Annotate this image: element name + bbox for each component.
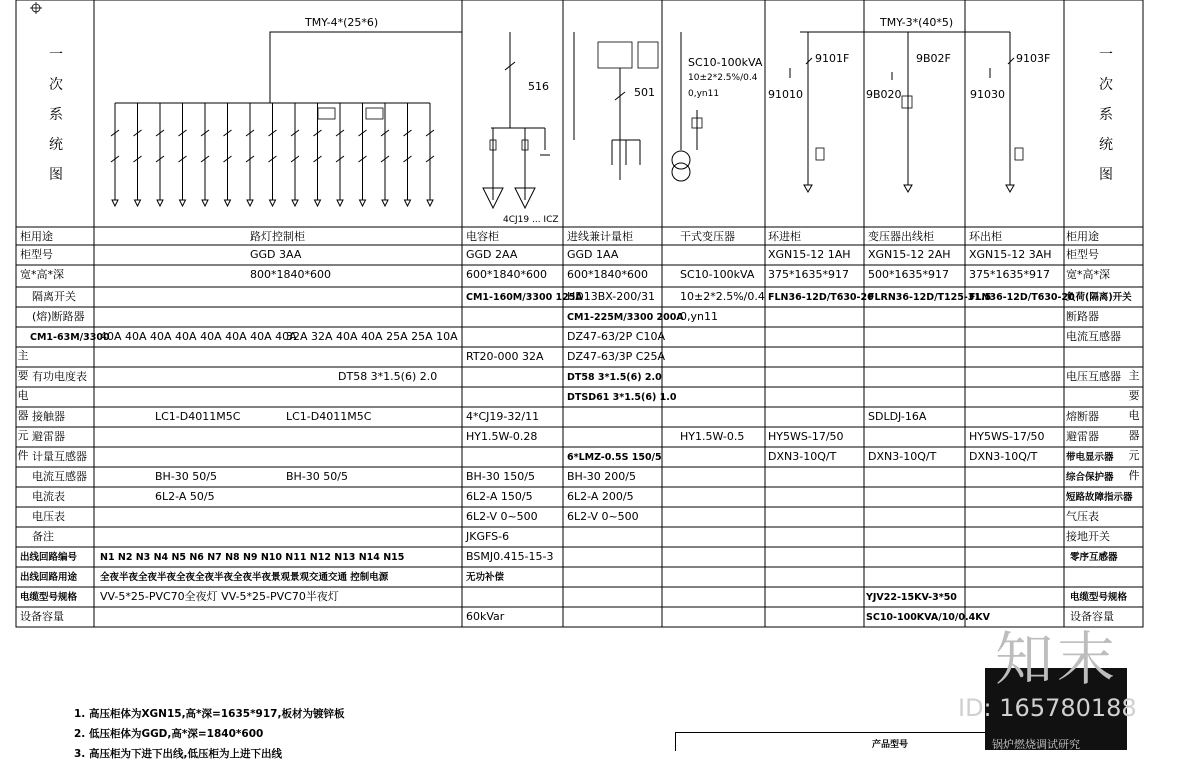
row-label-right: 电压互感器 bbox=[1066, 370, 1121, 383]
row-label: (熔)断路器 bbox=[32, 310, 85, 323]
table-grid bbox=[16, 227, 1143, 627]
element-cell: 10±2*2.5%/0.4 bbox=[680, 290, 765, 303]
element-cell: HD13BX-200/31 bbox=[567, 290, 655, 303]
element-cell: DT58 3*1.5(6) 2.0 bbox=[338, 370, 438, 383]
element-cell: BH-30 50/5 bbox=[155, 470, 217, 483]
feeder-branch bbox=[336, 103, 344, 206]
row-label-right: 设备容量 bbox=[1070, 610, 1114, 623]
title-char: 元 bbox=[1128, 449, 1140, 462]
title-char: 次 bbox=[1099, 77, 1113, 93]
header-cell: 800*1840*600 bbox=[250, 268, 331, 281]
feeder-branch bbox=[246, 103, 254, 206]
header-cell: XGN15-12 2AH bbox=[868, 248, 951, 261]
header-cell: 环进柜 bbox=[768, 230, 801, 243]
row-label-right: 电流互感器 bbox=[1066, 330, 1121, 343]
feeder-branch bbox=[156, 103, 164, 206]
feeder-branch bbox=[179, 103, 187, 206]
footer-cell: BSMJ0.415-15-3 bbox=[466, 550, 554, 563]
element-cell: DZ47-63/3P C25A bbox=[567, 350, 666, 363]
title-char: 元 bbox=[17, 429, 29, 442]
row-label-right: 综合保护器 bbox=[1066, 472, 1114, 483]
title-char: 一 bbox=[1099, 47, 1113, 63]
note-item: 1. 高压柜体为XGN15,高*深=1635*917,板材为镀锌板 bbox=[74, 708, 345, 720]
row-label-right: 熔断器 bbox=[1066, 410, 1099, 423]
element-cell: BH-30 50/5 bbox=[286, 470, 348, 483]
element-cell: DTSD61 3*1.5(6) 1.0 bbox=[567, 392, 677, 403]
header-cell: 600*1840*600 bbox=[466, 268, 547, 281]
side-title-left bbox=[48, 40, 64, 190]
element-cell: 32A 32A 40A 40A 25A 25A 10A bbox=[286, 330, 458, 343]
header-cell: 干式变压器 bbox=[680, 230, 735, 243]
title-char: 图 bbox=[49, 167, 63, 183]
header-cell: SC10-100kVA bbox=[680, 268, 755, 281]
switch-label: 91030 bbox=[970, 88, 1005, 101]
title-char: 件 bbox=[1128, 469, 1140, 482]
title-char: 统 bbox=[49, 137, 63, 153]
feeder-branch bbox=[314, 103, 322, 206]
row-label-right: 接地开关 bbox=[1066, 530, 1110, 543]
element-cell: JKGFS-6 bbox=[466, 530, 510, 543]
row-label: 电压表 bbox=[32, 510, 65, 523]
row-label: 避雷器 bbox=[32, 430, 65, 443]
transformer-icon bbox=[672, 163, 690, 181]
element-cell: CM1-160M/3300 125A bbox=[466, 292, 583, 303]
row-label-right: 负荷(隔离)开关 bbox=[1066, 292, 1132, 303]
header-cell: 电容柜 bbox=[466, 230, 499, 243]
title-char: 统 bbox=[1099, 137, 1113, 153]
feeder-branch bbox=[291, 103, 299, 206]
main-elements-label bbox=[17, 346, 29, 466]
element-cell: LC1-D4011M5C bbox=[155, 410, 241, 423]
row-label: 宽*高*深 bbox=[20, 268, 64, 281]
capacitor-label: 4CJ19 ... ICZ bbox=[503, 215, 559, 225]
element-cell: RT20-000 32A bbox=[466, 350, 544, 363]
watermark-id: ID: 165780188 bbox=[958, 694, 1137, 722]
row-label: 设备容量 bbox=[20, 610, 64, 623]
header-cell: 环出柜 bbox=[969, 230, 1002, 243]
row-label: 电缆型号规格 bbox=[20, 592, 78, 603]
switch-label: 9B02F bbox=[916, 52, 951, 65]
element-cell: 6*LMZ-0.5S 150/5 bbox=[567, 452, 662, 463]
row-label: 备注 bbox=[32, 530, 54, 543]
row-label-right: 零序互感器 bbox=[1070, 552, 1118, 563]
feeder-branch bbox=[201, 103, 209, 206]
header-cell: 进线兼计量柜 bbox=[567, 230, 633, 243]
row-label: 柜型号 bbox=[20, 248, 53, 261]
row-label: CM1-63M/3300 bbox=[30, 332, 110, 343]
footer-cell: N1 N2 N3 N4 N5 N6 N7 N8 N9 N10 N11 N12 N13 N14 N15 bbox=[100, 552, 405, 563]
element-cell: FLRN36-12D/T125-31.5 bbox=[868, 292, 992, 303]
element-cell: 0,yn11 bbox=[680, 310, 718, 323]
row-label: 计量互感器 bbox=[32, 450, 87, 463]
element-cell: CM1-225M/3300 200A bbox=[567, 312, 684, 323]
row-label-right: 宽*高*深 bbox=[1066, 268, 1110, 281]
transformer-label: 10±2*2.5%/0.4 bbox=[688, 73, 758, 83]
header-cell: GGD 1AA bbox=[567, 248, 619, 261]
transformer-label: SC10-100kVA bbox=[688, 56, 763, 69]
row-label: 接触器 bbox=[32, 410, 65, 423]
row-label-right: 电缆型号规格 bbox=[1070, 592, 1128, 603]
row-label-right: 气压表 bbox=[1066, 510, 1099, 523]
footer-cell: SC10-100KVA/10/0.4KV bbox=[866, 612, 990, 623]
element-cell: HY5WS-17/50 bbox=[969, 430, 1045, 443]
header-cell: 375*1635*917 bbox=[969, 268, 1050, 281]
capacitor-diagram bbox=[483, 32, 550, 208]
header-cell: 变压器出线柜 bbox=[868, 230, 934, 243]
row-label: 电流互感器 bbox=[32, 470, 87, 483]
element-cell: BH-30 150/5 bbox=[466, 470, 535, 483]
element-cell: BH-30 200/5 bbox=[567, 470, 636, 483]
row-label: 柜用途 bbox=[20, 230, 53, 243]
feeder-branch bbox=[426, 103, 434, 206]
side-title-right bbox=[1098, 40, 1114, 190]
title-char: 电 bbox=[17, 389, 29, 402]
footer-cell: YJV22-15KV-3*50 bbox=[866, 592, 957, 603]
element-cell: HY5WS-17/50 bbox=[768, 430, 844, 443]
element-cell: SDLDJ-16A bbox=[868, 410, 927, 423]
lv-diagram bbox=[111, 32, 462, 206]
header-cell: 375*1635*917 bbox=[768, 268, 849, 281]
header-cell: GGD 2AA bbox=[466, 248, 518, 261]
element-cell: LC1-D4011M5C bbox=[286, 410, 372, 423]
transformer-icon bbox=[672, 151, 690, 169]
watermark-brand: 知末 bbox=[995, 625, 1120, 693]
title-char: 要 bbox=[17, 369, 29, 382]
note-item: 3. 高压柜为下进下出线,低压柜为上进下出线 bbox=[74, 748, 282, 760]
bus-label-left: TMY-4*(25*6) bbox=[305, 16, 379, 29]
title-char: 图 bbox=[1099, 167, 1113, 183]
title-char: 一 bbox=[49, 47, 63, 63]
title-char: 电 bbox=[1128, 409, 1140, 422]
header-cell: 路灯控制柜 bbox=[250, 230, 305, 243]
row-label: 出线回路用途 bbox=[20, 572, 78, 583]
element-cell: FLN36-12D/T630-20 bbox=[969, 292, 1075, 303]
switch-label: 91010 bbox=[768, 88, 803, 101]
title-char: 要 bbox=[1128, 389, 1140, 402]
feeder-branch bbox=[224, 103, 232, 206]
title-block-name: 锅炉燃烧调试研究 bbox=[992, 738, 1080, 751]
header-cell: XGN15-12 3AH bbox=[969, 248, 1052, 261]
element-cell: HY1.5W-0.28 bbox=[466, 430, 538, 443]
switch-label: 9101F bbox=[815, 52, 850, 65]
row-label-right: 柜用途 bbox=[1066, 230, 1099, 243]
element-cell: 6L2-V 0~500 bbox=[567, 510, 639, 523]
bus-label-right: TMY-3*(40*5) bbox=[880, 16, 954, 29]
element-cell: 40A 40A 40A 40A 40A 40A 40A 40A bbox=[100, 330, 297, 343]
footer-cell: 无功补偿 bbox=[466, 572, 505, 583]
element-cell: DZ47-63/2P C10A bbox=[567, 330, 666, 343]
row-label-right: 避雷器 bbox=[1066, 430, 1099, 443]
title-char: 系 bbox=[1099, 107, 1113, 123]
title-char: 次 bbox=[49, 77, 63, 93]
meter-box-icon bbox=[318, 108, 335, 119]
footer-cell: VV-5*25-PVC70全夜灯 VV-5*25-PVC70半夜灯 bbox=[100, 590, 339, 603]
cabinet-number: 501 bbox=[634, 86, 655, 99]
row-label-right: 柜型号 bbox=[1066, 248, 1099, 261]
main-elements-label-right bbox=[1128, 366, 1140, 486]
transformer-label: 0,yn11 bbox=[688, 89, 720, 99]
note-item: 2. 低压柜体为GGD,高*深=1840*600 bbox=[74, 728, 264, 740]
element-cell: 4*CJ19-32/11 bbox=[466, 410, 540, 423]
meter-box-icon bbox=[366, 108, 383, 119]
element-cell: HY1.5W-0.5 bbox=[680, 430, 745, 443]
row-label: 隔离开关 bbox=[32, 290, 76, 303]
row-label-right: 断路器 bbox=[1066, 310, 1099, 323]
feeder-branch bbox=[404, 103, 412, 206]
element-cell: DT58 3*1.5(6) 2.0 bbox=[567, 372, 662, 383]
header-cell: 500*1635*917 bbox=[868, 268, 949, 281]
feeder-branch bbox=[359, 103, 367, 206]
footer-cell: 60kVar bbox=[466, 610, 505, 623]
title-char: 系 bbox=[49, 107, 63, 123]
element-cell: DXN3-10Q/T bbox=[969, 450, 1038, 463]
feeder-branch bbox=[269, 103, 277, 206]
row-label: 电流表 bbox=[32, 490, 65, 503]
transformer-diagram bbox=[672, 32, 702, 181]
element-cell: DXN3-10Q/T bbox=[768, 450, 837, 463]
header-cell: XGN15-12 1AH bbox=[768, 248, 851, 261]
row-label: 出线回路编号 bbox=[20, 552, 78, 563]
cabinet-number: 516 bbox=[528, 80, 549, 93]
feeder-branch bbox=[134, 103, 142, 206]
feeder-branch bbox=[381, 103, 389, 206]
element-cell: 6L2-A 50/5 bbox=[155, 490, 215, 503]
element-cell: 6L2-V 0~500 bbox=[466, 510, 538, 523]
header-cell: 600*1840*600 bbox=[567, 268, 648, 281]
title-char: 器 bbox=[1128, 429, 1140, 442]
row-label-right: 短路故障指示器 bbox=[1066, 492, 1133, 503]
element-cell: FLN36-12D/T630-20 bbox=[768, 292, 874, 303]
title-block bbox=[675, 732, 986, 751]
title-char: 器 bbox=[17, 409, 29, 422]
switch-label: 9103F bbox=[1016, 52, 1051, 65]
notes bbox=[74, 704, 344, 764]
row-label: 有功电度表 bbox=[32, 370, 87, 383]
feeder-branches bbox=[111, 103, 434, 206]
row-label-right: 带电显示器 bbox=[1066, 452, 1114, 463]
title-char: 件 bbox=[17, 449, 29, 462]
element-cell: DXN3-10Q/T bbox=[868, 450, 937, 463]
incoming-diagram bbox=[574, 32, 658, 180]
title-block-label: 产品型号 bbox=[872, 740, 909, 750]
feeder-branch bbox=[111, 103, 119, 206]
footer-cell: 全夜半夜全夜半夜全夜全夜半夜全夜半夜景观景观交通交通 控制电源 bbox=[100, 572, 389, 583]
element-cell: 6L2-A 200/5 bbox=[567, 490, 634, 503]
switch-label: 9B020 bbox=[866, 88, 902, 101]
element-cell: 6L2-A 150/5 bbox=[466, 490, 533, 503]
title-char: 主 bbox=[17, 349, 29, 362]
header-cell: GGD 3AA bbox=[250, 248, 302, 261]
title-char: 主 bbox=[1128, 369, 1140, 382]
